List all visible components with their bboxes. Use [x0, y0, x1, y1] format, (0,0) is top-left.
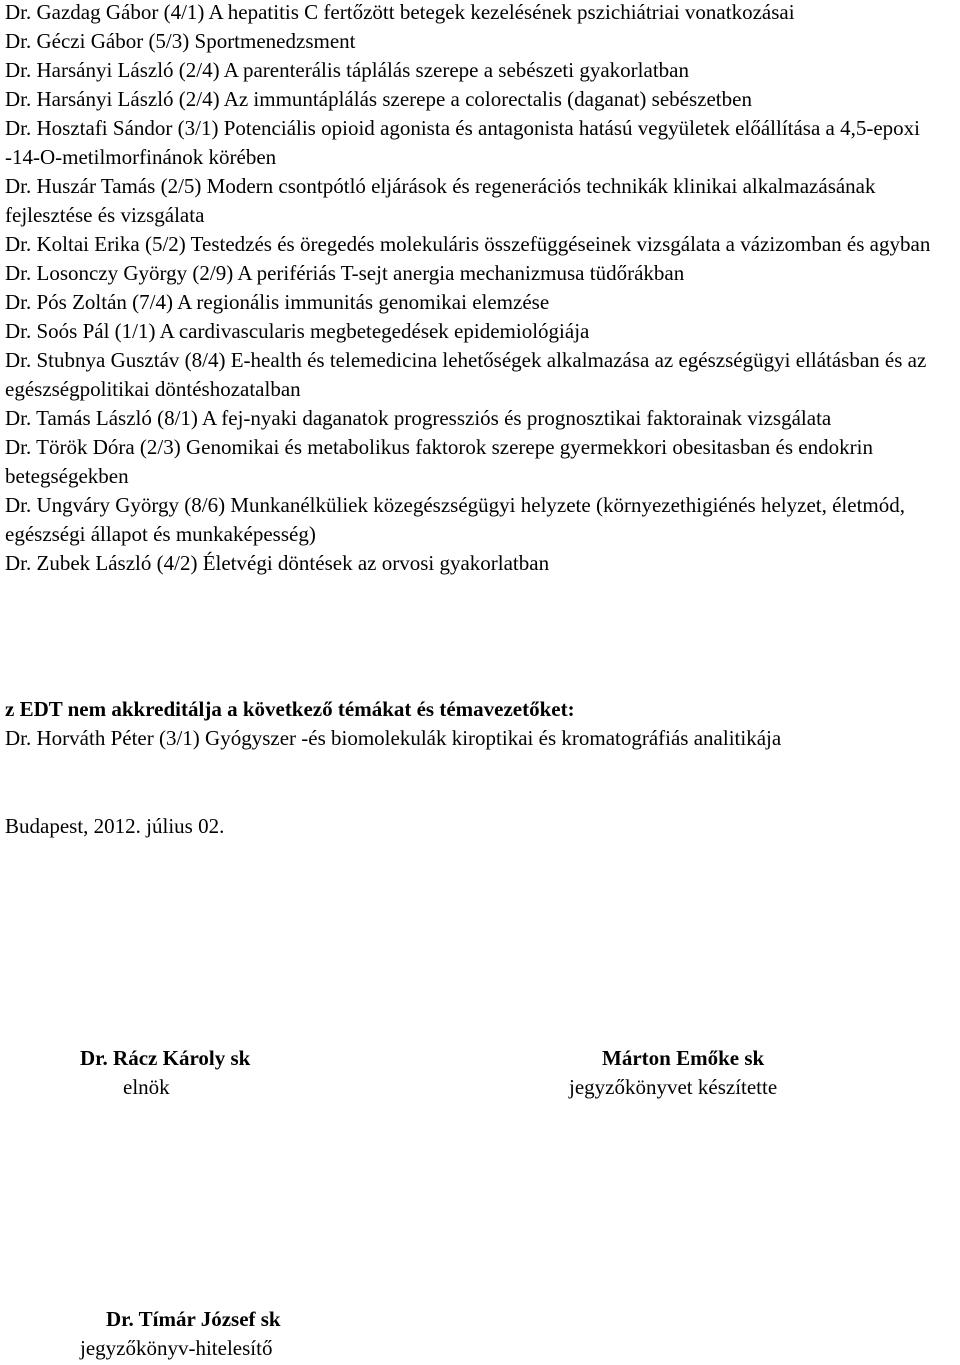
- topic-entry: Dr. Zubek László (4/2) Életvégi döntések az orvosi gyakorlatban: [5, 551, 550, 575]
- not-accredited-heading: z EDT nem akkreditálja a következő témákat és témavezetőket:: [5, 697, 575, 721]
- topic-entry: Dr. Soós Pál (1/1) A cardivascularis megbetegedések epidemiológiája: [5, 319, 590, 343]
- topic-entry: Dr. Török Dóra (2/3) Genomikai és metabolikus faktorok szerepe gyermekkori obesitasban és endokrin betegségekben: [5, 435, 873, 488]
- signature-role: jegyzőkönyvet készítette: [569, 1075, 778, 1099]
- topic-entry: Dr. Tamás László (8/1) A fej-nyaki daganatok progressziós és prognosztikai faktorainak vizsgálata: [5, 406, 832, 430]
- topic-entry: Dr. Stubnya Gusztáv (8/4) E-health és telemedicina lehetőségek alkalmazása az egészségügyi ellátásban és az egészségpolitikai döntéshozatalban: [5, 348, 927, 401]
- topic-entry: Dr. Losonczy György (2/9) A perifériás T-sejt anergia mechanizmusa tüdőrákban: [5, 261, 685, 285]
- topic-entry: Dr. Hosztafi Sándor (3/1) Potenciális opioid agonista és antagonista hatású vegyületek előállítása a 4,5-epoxi -14-O-metilmorfinánok körében: [5, 116, 921, 169]
- topic-entry: Dr. Gazdag Gábor (4/1) A hepatitis C fertőzött betegek kezelésének pszichiátriai vonatkozásai: [5, 0, 795, 24]
- signature-authenticator: [80, 1305, 281, 1363]
- signature-role: jegyzőkönyv-hitelesítő: [80, 1336, 273, 1360]
- signature-name: Dr. Rácz Károly sk: [80, 1046, 251, 1070]
- place-and-date: Budapest, 2012. július 02.: [5, 814, 225, 838]
- signature-chair: [80, 1044, 250, 1102]
- topic-entry: Dr. Harsányi László (2/4) A parenterális táplálás szerepe a sebészeti gyakorlatban: [5, 58, 689, 82]
- accredited-topic-list: [5, 0, 955, 578]
- not-accredited-entry: Dr. Horváth Péter (3/1) Gyógyszer -és biomolekulák kiroptikai és kromatográfiás analitikája: [5, 726, 782, 750]
- signature-name: Márton Emőke sk: [602, 1046, 765, 1070]
- topic-entry: Dr. Ungváry György (8/6) Munkanélküliek közegészségügyi helyzete (környezethigiénés helyzet, életmód, egészségi állapot és munkaképesség): [5, 493, 905, 546]
- topic-entry: Dr. Harsányi László (2/4) Az immuntáplálás szerepe a colorectalis (daganat) sebészetben: [5, 87, 752, 111]
- signature-name: Dr. Tímár József sk: [106, 1307, 281, 1331]
- signature-clerk: [569, 1044, 777, 1102]
- topic-entry: Dr. Géczi Gábor (5/3) Sportmenedzsment: [5, 29, 356, 53]
- topic-entry: Dr. Huszár Tamás (2/5) Modern csontpótló eljárások és regenerációs technikák klinikai alkalmazásának fejlesztése és vizsgálata: [5, 174, 876, 227]
- signature-role: elnök: [123, 1075, 170, 1099]
- topic-entry: Dr. Koltai Erika (5/2) Testedzés és öregedés molekuláris összefüggéseinek vizsgálata a vázizomban és agyban: [5, 232, 931, 256]
- topic-entry: Dr. Pós Zoltán (7/4) A regionális immunitás genomikai elemzése: [5, 290, 550, 314]
